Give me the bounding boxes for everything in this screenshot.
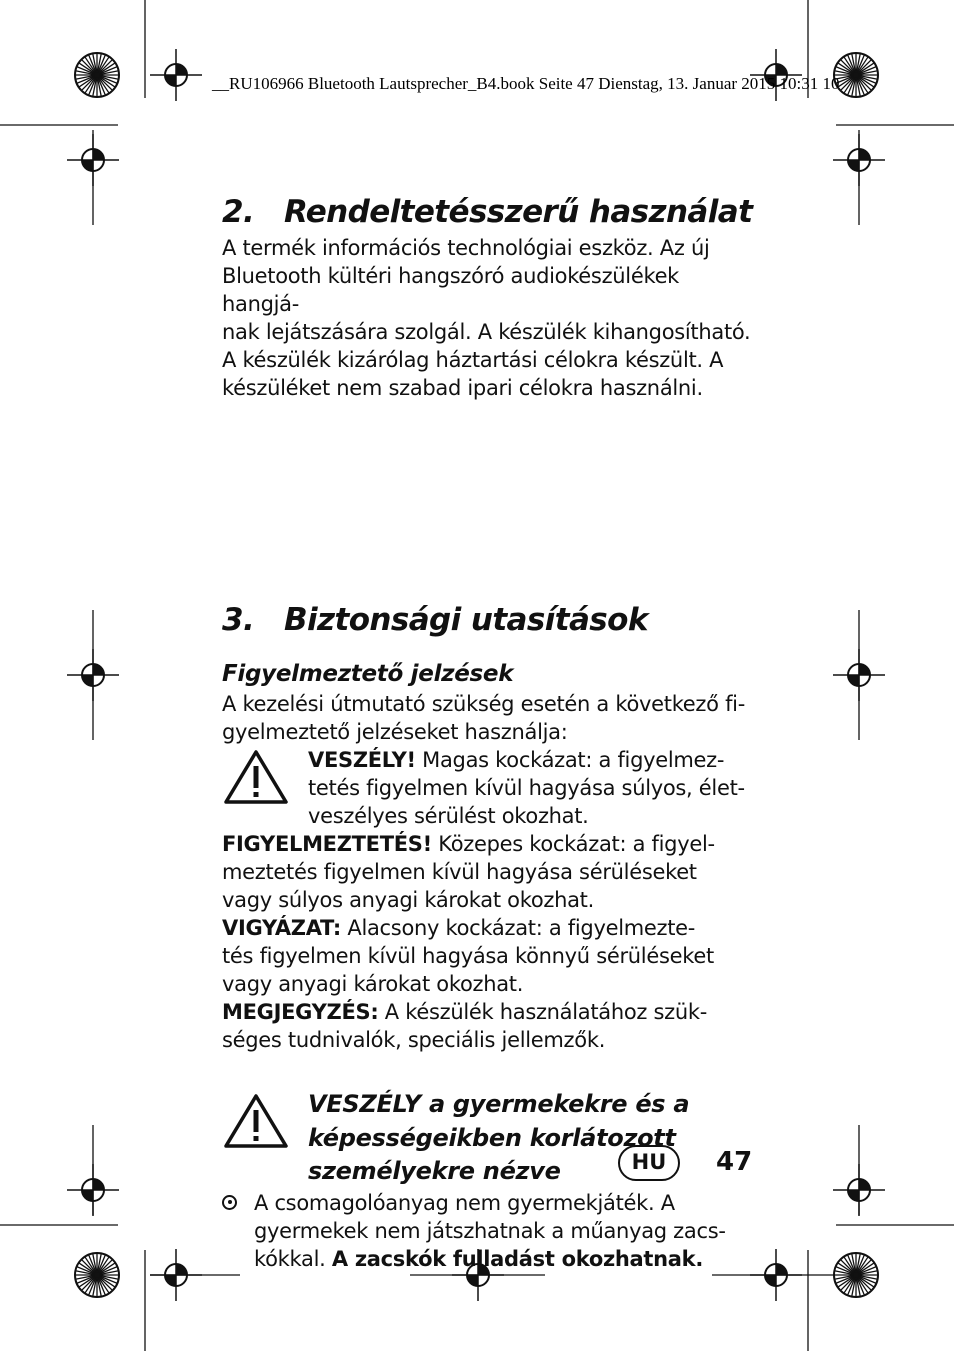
paragraph-line: A termék információs technológiai eszköz. Az új — [222, 236, 710, 260]
caution-line: vagy anyagi károkat okozhat. — [222, 972, 524, 996]
warning-triangle-icon — [222, 1092, 290, 1150]
caution-line: VIGYÁZAT: Alacsony kockázat: a figyelmezte- — [222, 916, 696, 940]
caution-line: tés figyelmen kívül hagyása könnyű sérüléseket — [222, 944, 714, 968]
section-title: Rendeltetésszerű használat — [284, 194, 753, 230]
paragraph-line: nak lejátszására szolgál. A készülék kihangosítható. — [222, 320, 751, 344]
bullet-line: A csomagolóanyag nem gyermekjáték. A — [254, 1190, 675, 1215]
danger-heading-line: képességeikben korlátozott — [308, 1123, 676, 1152]
section-title: Biztonsági utasítások — [284, 602, 648, 638]
language-badge: HU — [618, 1145, 680, 1181]
bullet-line: kókkal. A zacskók fulladást okozhatnak. — [254, 1246, 703, 1271]
warning-symbols-block — [222, 658, 762, 1054]
danger-heading-line: VESZÉLY a gyermekekre és a — [308, 1090, 690, 1118]
section-number: 3. — [222, 602, 255, 638]
caution-label: VIGYÁZAT: — [222, 916, 342, 940]
paragraph-line: Bluetooth kültéri hangszóró audiokészülékek hangjá- — [222, 264, 680, 316]
warning-label: FIGYELMEZTETÉS! — [222, 832, 432, 856]
note-line: séges tudnivalók, speciális jellemzők. — [222, 1028, 606, 1052]
note-label: MEGJEGYZÉS: — [222, 1000, 379, 1024]
bullet-emphasis: A zacskók fulladást okozhatnak. — [331, 1246, 703, 1271]
section-safety — [222, 598, 762, 642]
warning-line: FIGYELMEZTETÉS! Közepes kockázat: a figyel- — [222, 832, 715, 856]
section-heading — [222, 190, 762, 234]
danger-heading-line: személyekre nézve — [308, 1157, 561, 1185]
page-footer — [618, 1145, 758, 1185]
paragraph-line: készüléket nem szabad ipari célokra használni. — [222, 376, 703, 400]
section-number: 2. — [222, 194, 255, 230]
list-item — [222, 1189, 762, 1273]
section-heading — [222, 598, 762, 642]
bullet-icon — [222, 1195, 237, 1210]
section-intended-use — [222, 190, 762, 402]
paragraph-line: A készülék kizárólag háztartási célokra készült. A — [222, 348, 724, 372]
print-slug-header: __RU106966 Bluetooth Lautsprecher_B4.book Seite 47 Dienstag, 13. Januar 2015 10:31 10 — [212, 74, 840, 93]
note-line: MEGJEGYZÉS: A készülék használatához szük- — [222, 1000, 708, 1024]
danger-line: veszélyes sérülést okozhat. — [308, 804, 589, 828]
warning-triangle-icon — [222, 748, 290, 806]
bullet-line: gyermekek nem játszhatnak a műanyag zacs- — [254, 1218, 726, 1243]
danger-definition — [222, 746, 762, 830]
warning-line: meztetés figyelmen kívül hagyása sérüléseket — [222, 860, 697, 884]
paragraph-line: gyelmeztető jelzéseket használja: — [222, 720, 568, 744]
paragraph-line: A kezelési útmutató szükség esetén a következő fi- — [222, 692, 745, 716]
warning-line: vagy súlyos anyagi károkat okozhat. — [222, 888, 594, 912]
subheading: Figyelmeztető jelzések — [222, 661, 514, 687]
page-number: 47 — [716, 1147, 753, 1177]
danger-line: tetés figyelmen kívül hagyása súlyos, élet- — [308, 776, 745, 800]
danger-label: VESZÉLY! — [308, 748, 416, 772]
danger-line: VESZÉLY! Magas kockázat: a figyelmez- — [308, 748, 725, 772]
